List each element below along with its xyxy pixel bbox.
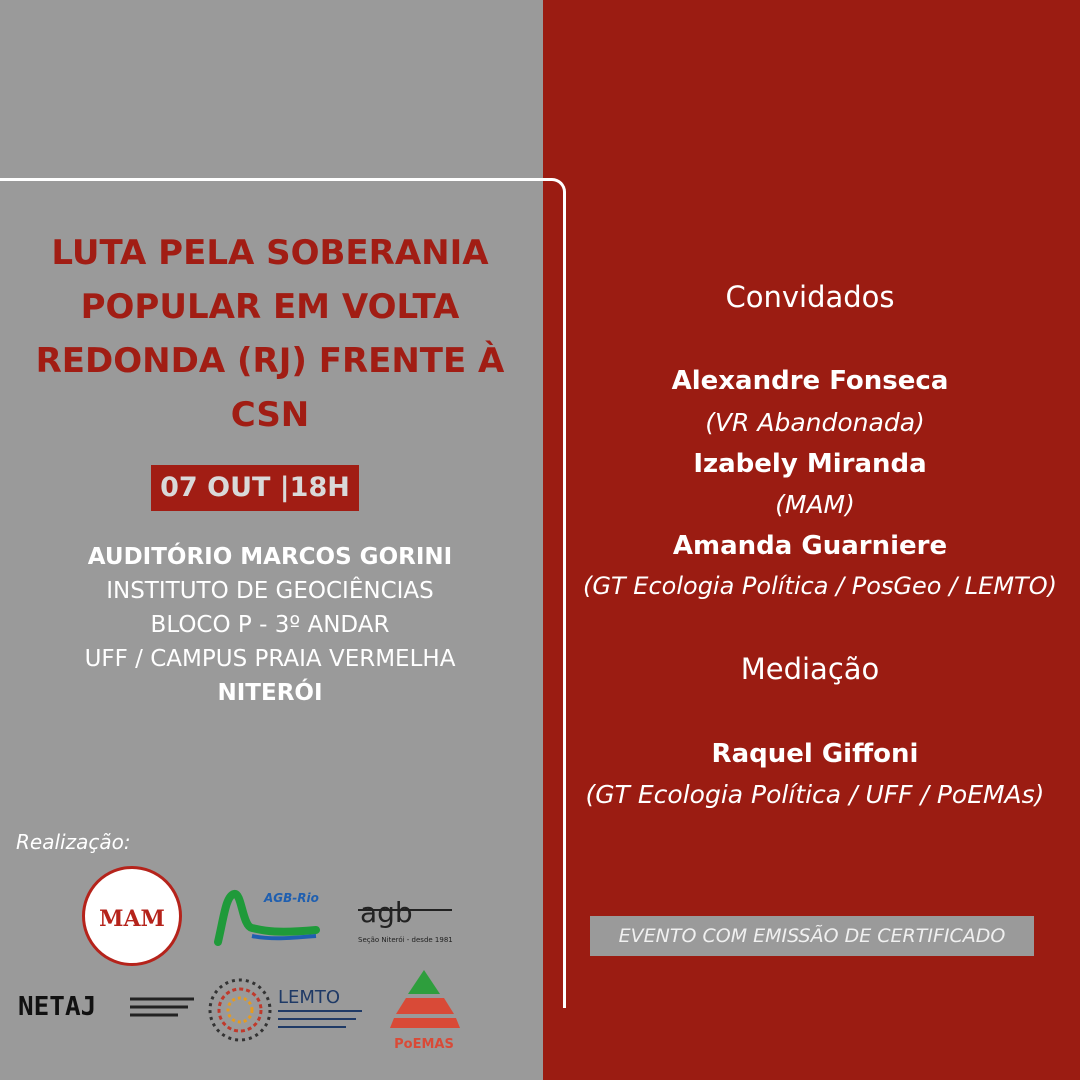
venue-info	[20, 540, 520, 710]
guest-name: Alexandre Fonseca	[671, 366, 949, 396]
mediation-heading: Mediação	[740, 652, 880, 686]
venue-floor: BLOCO P - 3º ANDAR	[150, 612, 390, 638]
certificate-badge: EVENTO COM EMISSÃO DE CERTIFICADO	[590, 916, 1034, 956]
mediator-name: Raquel Giffoni	[711, 739, 919, 769]
guest-name: Amanda Guarniere	[672, 531, 948, 561]
guest-affiliation: (VR Abandonada)	[705, 408, 925, 437]
realizacao-label: Realização:	[16, 830, 131, 854]
mediator-affiliation: (GT Ecologia Política / UFF / PoEMAs)	[585, 780, 1045, 809]
agb-rio-logo	[212, 886, 320, 952]
title-line: POPULAR EM VOLTA	[80, 287, 460, 327]
title-line: CSN	[230, 395, 310, 435]
guests-heading: Convidados	[725, 280, 895, 314]
guest-name: Izabely Miranda	[693, 449, 927, 479]
agb-niteroi-logo	[352, 890, 462, 950]
agb-niteroi-text: agb	[360, 896, 413, 929]
title-line: REDONDA (RJ) FRENTE À	[35, 341, 505, 381]
netaj-logo	[18, 987, 200, 1027]
venue-campus: UFF / CAMPUS PRAIA VERMELHA	[84, 646, 456, 672]
venue-institute: INSTITUTO DE GEOCIÊNCIAS	[106, 578, 434, 604]
venue-auditorium: AUDITÓRIO MARCOS GORINI	[87, 544, 453, 570]
mam-logo-text: MAM	[99, 906, 165, 932]
mam-logo	[82, 866, 182, 966]
poemas-logo	[386, 966, 462, 1056]
lemto-text: LEMTO	[278, 987, 341, 1008]
event-title	[20, 226, 520, 442]
title-line: LUTA PELA SOBERANIA	[51, 233, 489, 273]
date-badge: 07 OUT |18H	[151, 465, 359, 511]
lemto-logo	[206, 975, 376, 1045]
venue-city: NITERÓI	[217, 680, 323, 706]
guest-affiliation: (MAM)	[775, 490, 855, 519]
guest-affiliation: (GT Ecologia Política / PosGeo / LEMTO)	[583, 572, 1057, 600]
agb-rio-text: AGB-Rio	[264, 891, 319, 905]
netaj-text: NETAJ	[18, 992, 97, 1022]
poemas-text: PoEMAS	[394, 1037, 454, 1052]
agb-niteroi-caption: Seção Niterói - desde 1981	[358, 936, 453, 944]
